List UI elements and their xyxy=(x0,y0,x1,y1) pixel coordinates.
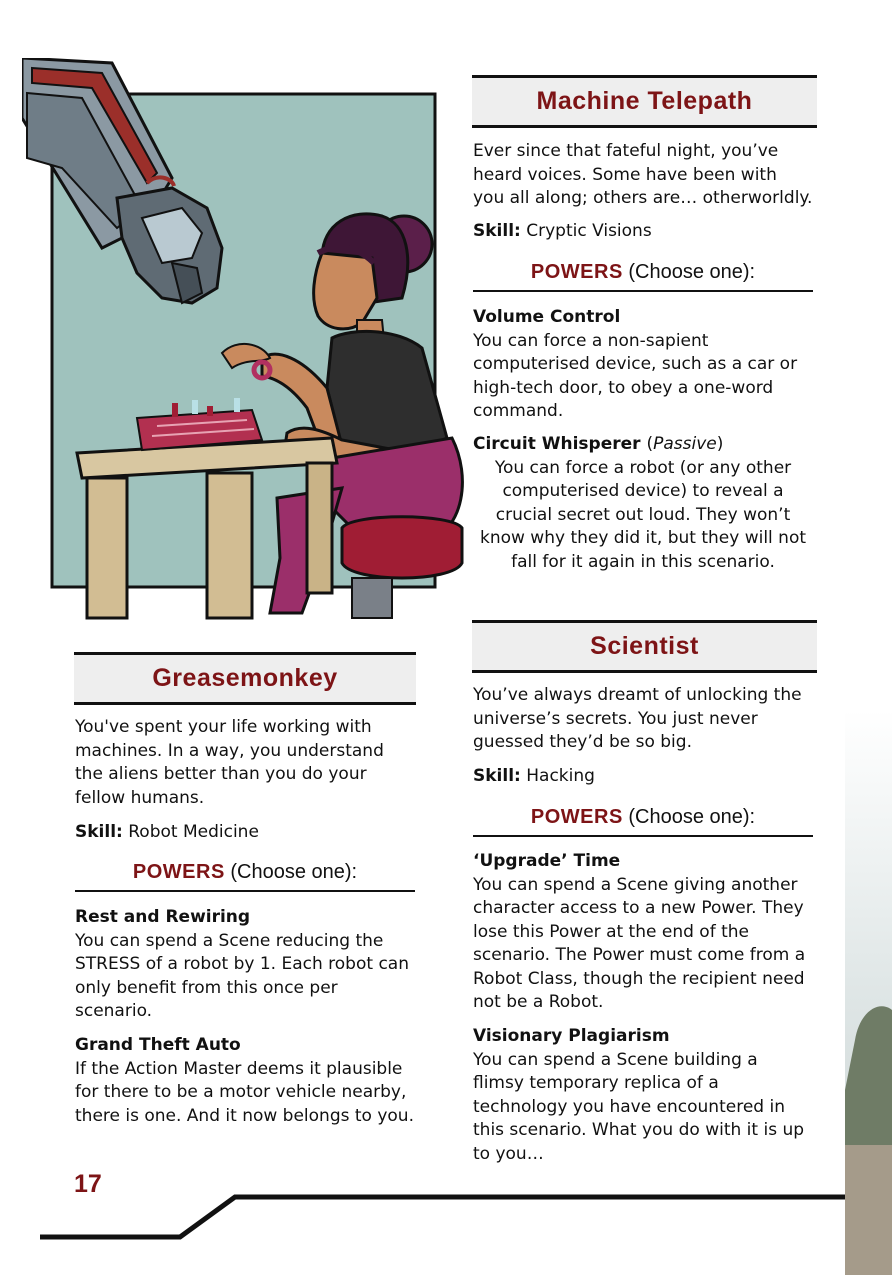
greasemonkey-powers-heading: POWERS (Choose one): xyxy=(75,861,415,892)
scientist-skill-value: Hacking xyxy=(526,766,595,786)
greasemonkey-header xyxy=(74,652,416,705)
machine-telepath-skill: Skill: Cryptic Visions xyxy=(473,221,652,241)
power-visionary-plagiarism xyxy=(473,1025,813,1166)
power-title: Grand Theft Auto xyxy=(75,1035,241,1055)
machine-telepath-skill-value: Cryptic Visions xyxy=(526,221,652,241)
power-text: If the Action Master deems it plausible for there to be a motor vehicle nearby, there is one. And it now belongs to you. xyxy=(75,1058,414,1126)
greasemonkey-skill: Skill: Robot Medicine xyxy=(75,822,259,842)
power-title: Volume Control xyxy=(473,307,621,327)
machine-telepath-header xyxy=(472,75,817,128)
power-tag: Passive xyxy=(653,434,717,454)
edge-photo-strip xyxy=(845,710,892,1275)
illustration-robot-chess xyxy=(22,58,467,623)
scientist-powers-heading: POWERS (Choose one): xyxy=(473,806,813,837)
power-volume-control xyxy=(473,306,813,424)
power-title: ‘Upgrade’ Time xyxy=(473,851,621,871)
greasemonkey-title: Greasemonkey xyxy=(152,664,338,692)
power-title: Visionary Plagiarism xyxy=(473,1026,670,1046)
power-text: You can force a robot (or any other computerised device) to reveal a crucial secret out loud. They won’t know why they did it, but they will not fall for it again in this scenario. xyxy=(479,457,807,572)
power-grand-theft-auto xyxy=(75,1034,415,1128)
power-text: You can spend a Scene reducing the STRESS of a robot by 1. Each robot can only benefit from this once per scenario. xyxy=(75,930,409,1021)
machine-telepath-title: Machine Telepath xyxy=(536,87,753,115)
scientist-skill: Skill: Hacking xyxy=(473,766,595,786)
machine-telepath-description: Ever since that fateful night, you’ve heard voices. Some have been with you all along; others are… otherworldly. xyxy=(473,141,813,208)
power-text: You can spend a Scene building a flimsy temporary replica of a technology you have encountered in this scenario. What you do with it is up to you… xyxy=(473,1049,805,1164)
greasemonkey-skill-value: Robot Medicine xyxy=(128,822,259,842)
machine-telepath-powers-heading: POWERS (Choose one): xyxy=(473,261,813,292)
power-text: You can spend a Scene giving another character access to a new Power. They lose this Power at the end of the scenario. The Power must come from a Robot Class, though the recipient need not be a Robot. xyxy=(473,874,806,1012)
scientist-description: You’ve always dreamt of unlocking the universe’s secrets. You just never guessed they’d be so big. xyxy=(473,685,802,752)
power-title: Rest and Rewiring xyxy=(75,907,251,927)
power-title: Circuit Whisperer xyxy=(473,434,641,454)
power-upgrade-time xyxy=(473,850,813,1015)
footer-rule xyxy=(40,1190,850,1245)
power-rest-and-rewiring xyxy=(75,906,415,1024)
scientist-title: Scientist xyxy=(590,632,699,660)
page-number: 17 xyxy=(74,1170,102,1198)
scientist-header xyxy=(472,620,817,673)
greasemonkey-description: You've spent your life working with machines. In a way, you understand the aliens better than you do your fellow humans. xyxy=(75,717,384,808)
power-text: You can force a non-sapient computerised device, such as a car or high-tech door, to obey a one-word command. xyxy=(473,330,798,421)
power-circuit-whisperer: Circuit Whisperer (Passive) You can force a robot (or any other computerised device) to reveal a crucial secret out loud. They won’t know why they did it, but they will not fall for it again in this scenario. xyxy=(473,433,813,574)
